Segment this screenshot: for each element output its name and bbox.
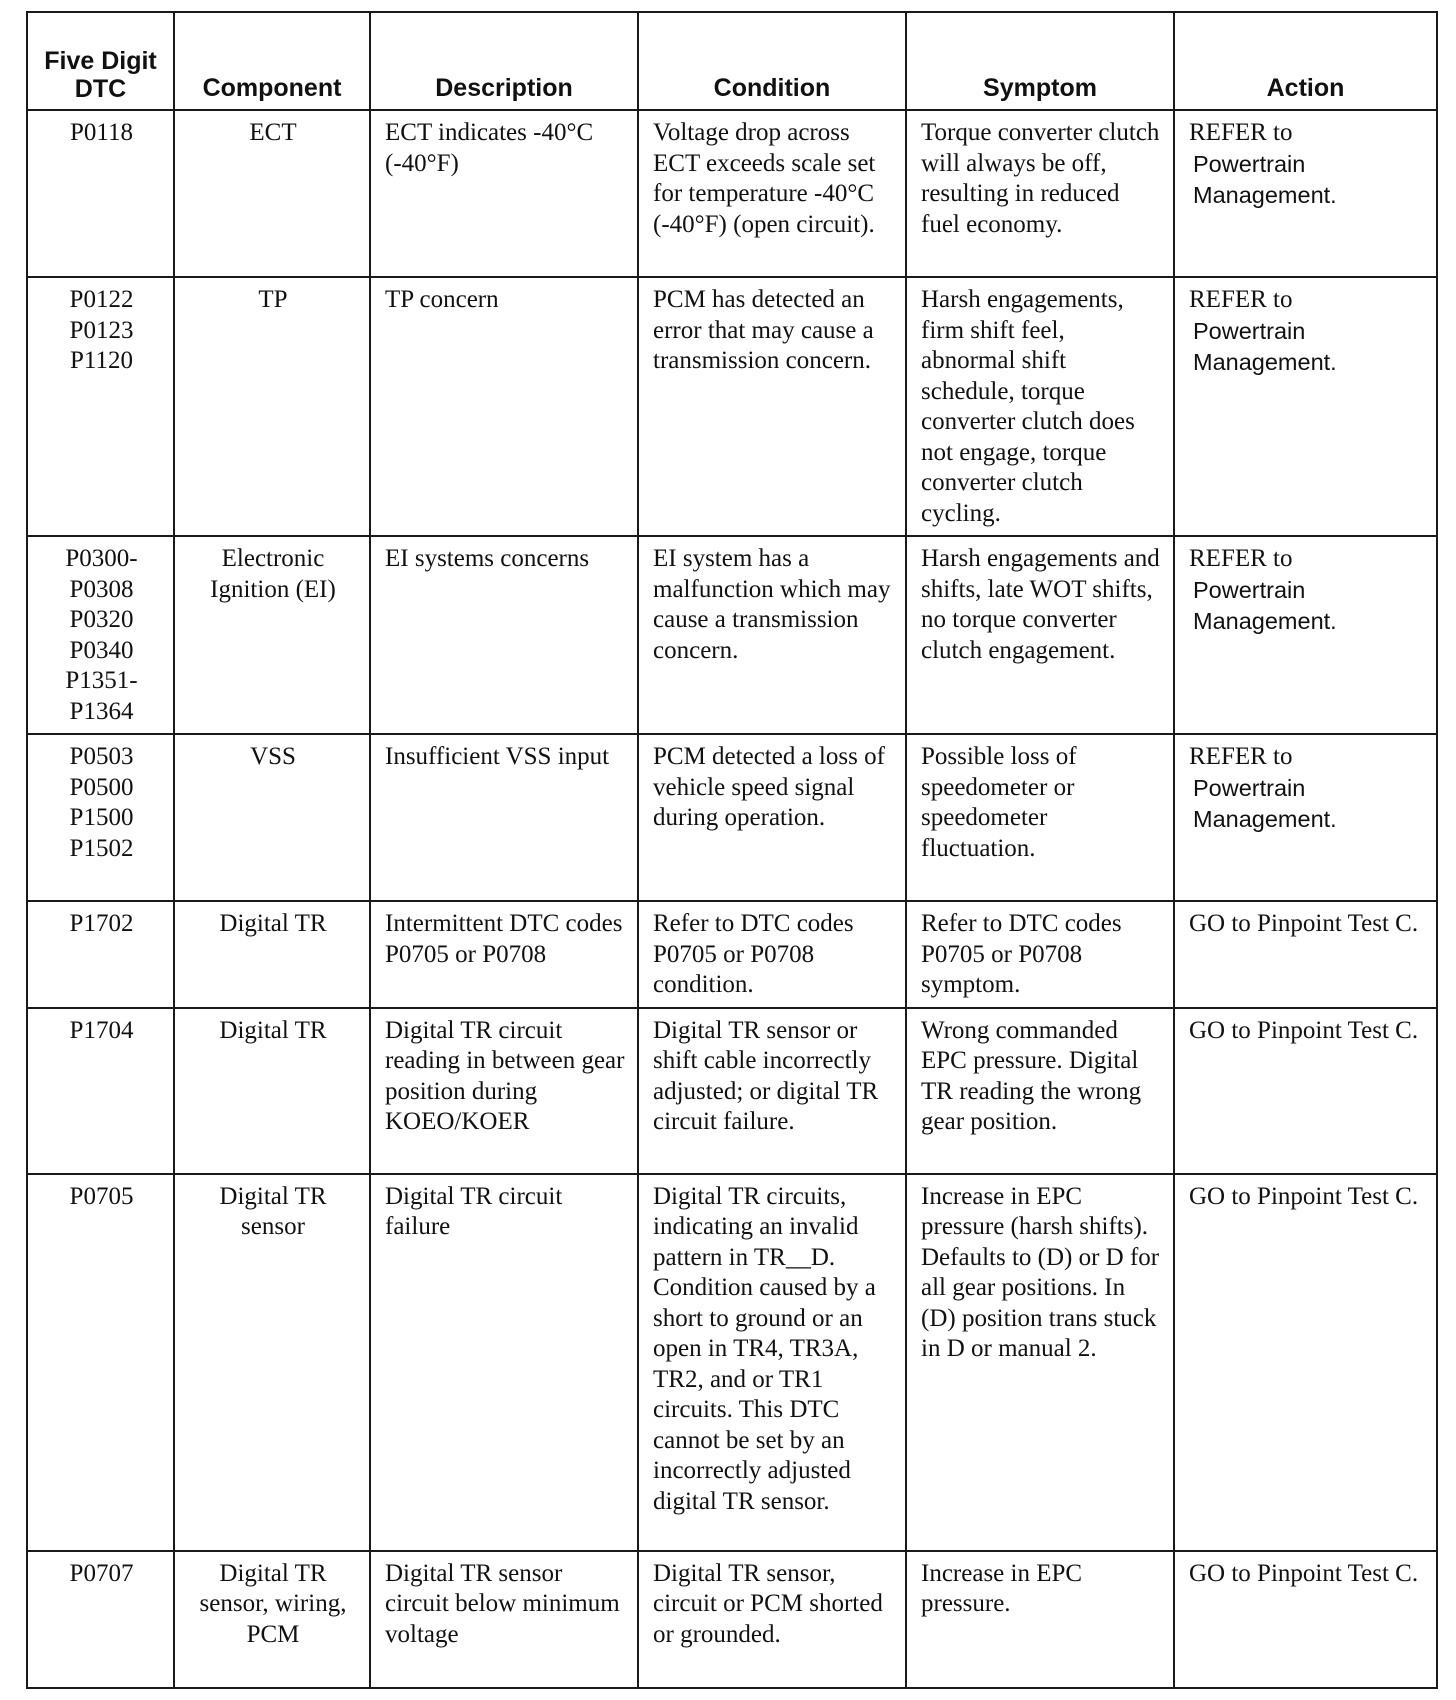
action-cell xyxy=(1174,277,1437,536)
description-cell: Digital TR sensor circuit below minimum voltage xyxy=(370,1551,638,1688)
symptom-cell: Increase in EPC pressure (harsh shifts). Defaults to (D) or D for all gear positions. In (D) position trans stuck in D or manual 2. xyxy=(906,1174,1174,1551)
table-row xyxy=(27,1174,1437,1551)
description-cell: Digital TR circuit failure xyxy=(370,1174,638,1551)
action-cell xyxy=(1174,1174,1437,1551)
header-description: Description xyxy=(370,12,638,110)
action-cell xyxy=(1174,1008,1437,1174)
dtc-code: P0705 xyxy=(69,1182,134,1210)
dtc-code: P1351- xyxy=(65,667,138,694)
dtc-code: P1704 xyxy=(69,1016,134,1044)
symptom-cell: Refer to DTC codes P0705 or P0708 symptom. xyxy=(906,901,1174,1008)
header-condition: Condition xyxy=(638,12,906,110)
action-line: Powertrain xyxy=(1193,774,1306,801)
header-dtc: Five Digit DTC xyxy=(27,12,174,110)
table-row xyxy=(27,277,1437,536)
condition-cell: PCM detected a loss of vehicle speed signal during operation. xyxy=(638,734,906,901)
symptom-cell: Wrong commanded EPC pressure. Digital TR reading the wrong gear position. xyxy=(906,1008,1174,1174)
component-cell: Digital TR xyxy=(174,1008,370,1174)
action-cell xyxy=(1174,110,1437,277)
action-line: REFER to xyxy=(1189,119,1293,146)
table-row xyxy=(27,734,1437,901)
header-action: Action xyxy=(1174,12,1437,110)
action-line: Powertrain xyxy=(1193,150,1306,177)
component-cell: Digital TR sensor xyxy=(174,1174,370,1551)
condition-cell: Digital TR circuits, indicating an invalid pattern in TR__D. Condition caused by a short to ground or an open in TR4, TR3A, TR2, and or TR1 circuits. This DTC cannot be set by an incorrectly adjusted digital TR sensor. xyxy=(638,1174,906,1551)
action-line: Management. xyxy=(1193,182,1337,208)
dtc-code: P0320 xyxy=(69,606,134,633)
condition-cell: EI system has a malfunction which may cause a transmission concern. xyxy=(638,536,906,734)
action-line: REFER to xyxy=(1189,743,1293,770)
dtc-code: P0500 xyxy=(69,773,134,801)
dtc-code: P1702 xyxy=(69,910,134,937)
header-component: Component xyxy=(174,12,370,110)
action-line: Management. xyxy=(1193,349,1337,375)
table-row xyxy=(27,110,1437,277)
component-cell: ECT xyxy=(174,110,370,277)
dtc-table xyxy=(26,11,1438,1689)
description-cell: Intermittent DTC codes P0705 or P0708 xyxy=(370,901,638,1008)
table-row xyxy=(27,1551,1437,1688)
description-cell: Digital TR circuit reading in between gear position during KOEO/KOER xyxy=(370,1008,638,1174)
action-cell xyxy=(1174,901,1437,1008)
dtc-code-cell xyxy=(27,1551,174,1688)
dtc-code: P0122 xyxy=(69,286,134,313)
dtc-code: P1500 xyxy=(69,804,134,831)
action-cell xyxy=(1174,734,1437,901)
component-cell: VSS xyxy=(174,734,370,901)
action-line: GO to Pinpoint Test C. xyxy=(1189,1559,1419,1587)
dtc-code-cell xyxy=(27,1008,174,1174)
dtc-code-cell xyxy=(27,277,174,536)
dtc-code-cell xyxy=(27,734,174,901)
description-cell: EI systems concerns xyxy=(370,536,638,734)
dtc-code: P1120 xyxy=(70,347,133,374)
condition-cell: Voltage drop across ECT exceeds scale set for temperature -40°C (-40°F) (open circuit). xyxy=(638,110,906,277)
dtc-code: P0300- xyxy=(65,545,138,572)
table-row xyxy=(27,536,1437,734)
dtc-code: P0118 xyxy=(70,119,133,146)
action-line: REFER to xyxy=(1189,545,1293,572)
symptom-cell: Possible loss of speedometer or speedometer fluctuation. xyxy=(906,734,1174,901)
action-line: GO to Pinpoint Test C. xyxy=(1189,910,1419,937)
dtc-code-cell xyxy=(27,901,174,1008)
dtc-code: P0707 xyxy=(69,1559,134,1587)
condition-cell: Digital TR sensor or shift cable incorrectly adjusted; or digital TR circuit failure. xyxy=(638,1008,906,1174)
dtc-code: P0340 xyxy=(69,636,134,664)
action-line: GO to Pinpoint Test C. xyxy=(1189,1016,1419,1044)
action-line: Powertrain xyxy=(1193,317,1306,344)
condition-cell: Digital TR sensor, circuit or PCM shorted or grounded. xyxy=(638,1551,906,1688)
action-cell xyxy=(1174,536,1437,734)
symptom-cell: Harsh engagements and shifts, late WOT shifts, no torque converter clutch engagement. xyxy=(906,536,1174,734)
header-symptom: Symptom xyxy=(906,12,1174,110)
action-cell xyxy=(1174,1551,1437,1688)
table-row xyxy=(27,1008,1437,1174)
table-header-row xyxy=(27,12,1437,110)
dtc-code-cell xyxy=(27,110,174,277)
component-cell: TP xyxy=(174,277,370,536)
symptom-cell: Increase in EPC pressure. xyxy=(906,1551,1174,1688)
condition-cell: PCM has detected an error that may cause a transmission concern. xyxy=(638,277,906,536)
condition-cell: Refer to DTC codes P0705 or P0708 condition. xyxy=(638,901,906,1008)
component-cell: Digital TR xyxy=(174,901,370,1008)
symptom-cell: Torque converter clutch will always be off, resulting in reduced fuel economy. xyxy=(906,110,1174,277)
action-line: Management. xyxy=(1193,806,1337,832)
action-line: Powertrain xyxy=(1193,576,1306,603)
dtc-code: P0308 xyxy=(69,575,134,603)
description-cell: ECT indicates -40°C (-40°F) xyxy=(370,110,638,277)
dtc-code: P1502 xyxy=(69,834,134,862)
action-line: Management. xyxy=(1193,608,1337,634)
action-line: GO to Pinpoint Test C. xyxy=(1189,1182,1419,1210)
table-row xyxy=(27,901,1437,1008)
symptom-cell: Harsh engagements, firm shift feel, abnormal shift schedule, torque converter clutch does not engage, torque converter clutch cycling. xyxy=(906,277,1174,536)
dtc-code-cell xyxy=(27,536,174,734)
component-cell: Digital TR sensor, wiring, PCM xyxy=(174,1551,370,1688)
dtc-code-cell xyxy=(27,1174,174,1551)
dtc-code: P1364 xyxy=(69,697,134,725)
description-cell: Insufficient VSS input xyxy=(370,734,638,901)
dtc-code: P0123 xyxy=(69,316,134,344)
description-cell: TP concern xyxy=(370,277,638,536)
component-cell: Electronic Ignition (EI) xyxy=(174,536,370,734)
dtc-code: P0503 xyxy=(69,743,134,770)
action-line: REFER to xyxy=(1189,286,1293,313)
